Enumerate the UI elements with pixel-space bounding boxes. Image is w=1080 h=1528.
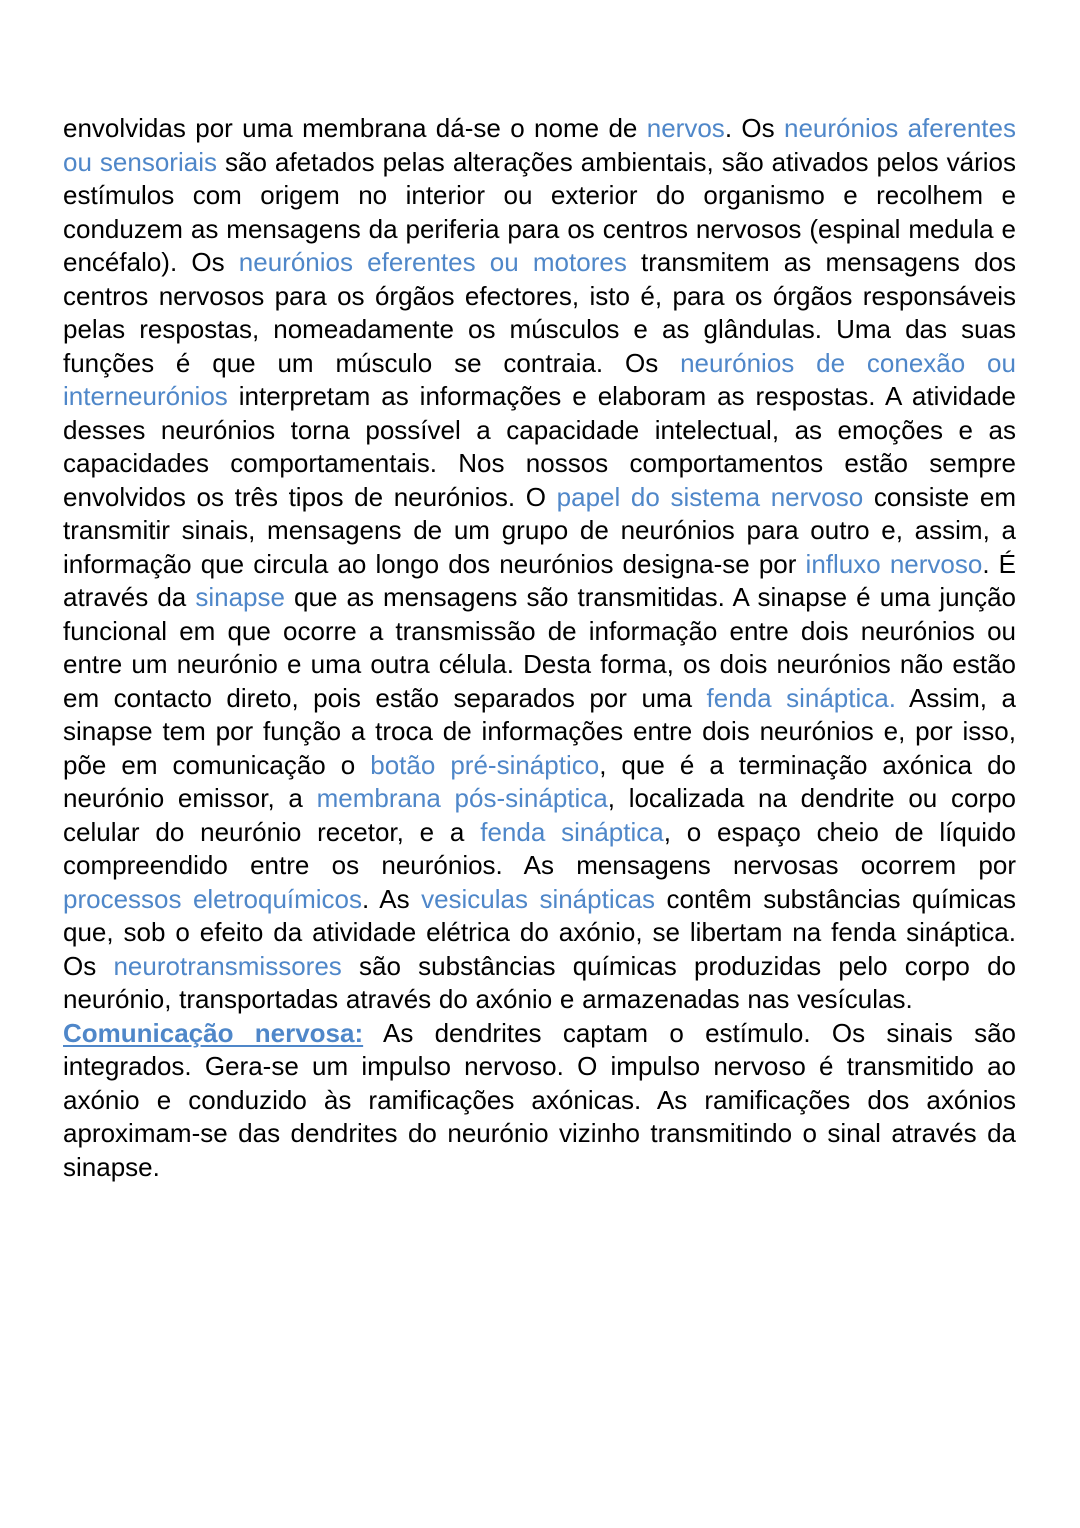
key-term: fenda sináptica	[480, 816, 664, 847]
body-paragraph-2	[63, 1017, 1016, 1185]
key-term: processos eletroquímicos	[63, 883, 363, 914]
text-block	[63, 112, 1016, 1184]
key-term: fenda sináptica.	[706, 682, 896, 713]
body-text-run: , o espaço cheio de líquido compreendido entre os neurónios. As mensagens nervosas ocorrem por	[63, 816, 1016, 880]
key-term: neurónios de conexão ou interneurónios	[63, 347, 1016, 411]
key-term: vesiculas sinápticas	[421, 883, 656, 914]
key-term: nervos	[646, 113, 725, 143]
body-text-run: são afetados pelas alterações ambientais, são ativados pelos vários estímulos com origem no interior ou exterior do organismo e recolhem e conduzem as mensagens da periferia para os centros nervosos (espinal medula e encéfalo). Os	[63, 146, 1017, 277]
key-term: botão pré-sináptico	[370, 749, 600, 780]
body-text-run: , que é a terminação axónica do neurónio emissor, a	[63, 749, 1016, 813]
body-text-run: . As	[362, 883, 422, 914]
key-term: neurónios aferentes ou sensoriais	[63, 113, 1016, 177]
body-text-run: transmitem as mensagens dos centros nervosos para os órgãos efectores, isto é, para os órgãos responsáveis pelas respostas, nomeadamente os músculos e as glândulas. Uma das suas funções é que um músculo se contraia. Os	[63, 247, 1016, 378]
key-term: sinapse	[195, 582, 285, 612]
key-term: neurónios eferentes ou motores	[238, 247, 627, 277]
body-text-run: contêm substâncias químicas que, sob o efeito da atividade elétrica do axónio, se libertam na fenda sináptica. Os	[63, 883, 1016, 981]
key-term: influxo nervoso	[805, 548, 983, 579]
key-term: papel do sistema nervoso	[556, 481, 864, 512]
section-heading: Comunicação nervosa:	[63, 1017, 364, 1048]
body-text-run: que as mensagens são transmitidas. A sinapse é uma junção funcional em que ocorre a transmissão de informação entre dois neurónios ou entre um neurónio e uma outra célula. Desta forma, os dois neurónios não estão em contacto direto, pois estão separados por uma	[63, 582, 1016, 713]
body-text-run: . É através da	[63, 548, 1016, 612]
key-term: neurotransmissores	[113, 950, 342, 981]
body-paragraph-1	[63, 112, 1016, 1017]
body-text-run: As dendrites captam o estímulo. Os sinais são integrados. Gera-se um impulso nervoso. O impulso nervoso é transmitido ao axónio e conduzido às ramificações axónicas. As ramificações dos axónios aproximam-se das dendrites do neurónio vizinho transmitindo o sinal através da sinapse.	[63, 1017, 1017, 1182]
body-text-run: , localizada na dendrite ou corpo celular do neurónio recetor, e a	[63, 783, 1016, 847]
body-text-run: Assim, a sinapse tem por função a troca de informações entre dois neurónios e, por isso, põe em comunicação o	[63, 682, 1016, 780]
body-text-run: envolvidas por uma membrana dá-se o nome de	[63, 113, 647, 143]
body-text-run: consiste em transmitir sinais, mensagens de um grupo de neurónios para outro e, assim, a informação que circula ao longo dos neurónios designa-se por	[63, 481, 1016, 579]
key-term: membrana pós-sináptica	[316, 783, 608, 813]
body-text-run: . Os	[724, 113, 785, 143]
body-text-run: interpretam as informações e elaboram as respostas. A atividade desses neurónios torna possível a capacidade intelectual, as emoções e as capacidades comportamentais. Nos nossos comportamentos estão sempre envolvidos os três tipos de neurónios. O	[63, 381, 1016, 512]
body-text-run: são substâncias químicas produzidas pelo corpo do neurónio, transportadas através do axónio e armazenadas nas vesículas.	[63, 950, 1016, 1014]
